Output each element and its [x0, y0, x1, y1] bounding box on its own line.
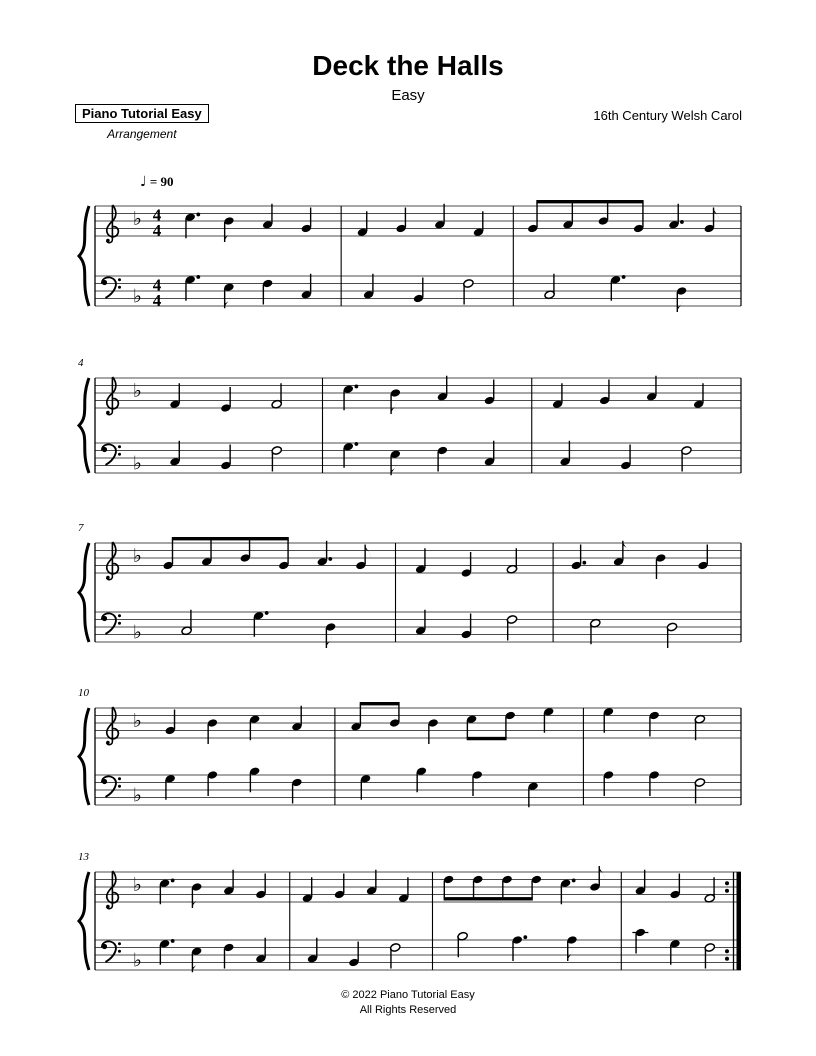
tempo-value: = 90 [149, 174, 174, 189]
svg-text:13: 13 [78, 851, 89, 863]
page-subtitle: Easy [391, 87, 425, 104]
measure [552, 376, 704, 472]
measure [603, 707, 706, 803]
svg-text:4: 4 [152, 220, 162, 240]
bass-clef-icon [102, 277, 121, 298]
eighth-flag [714, 208, 720, 222]
system-2 [78, 357, 741, 475]
measure [350, 702, 554, 807]
eighth-flag [326, 635, 332, 649]
eighth-flag [568, 948, 574, 962]
svg-text:4: 4 [78, 357, 84, 369]
copyright-footer [0, 988, 816, 1018]
beam [360, 702, 400, 705]
measure [185, 204, 312, 309]
measure [443, 866, 605, 961]
system-5 [78, 851, 741, 972]
system-3 [78, 522, 741, 648]
bass-clef-icon [102, 776, 121, 797]
svg-text:4: 4 [152, 275, 162, 295]
svg-text:♭: ♭ [133, 621, 142, 644]
svg-text:♭: ♭ [133, 545, 142, 567]
system-1 [79, 200, 741, 312]
rights-line: All Rights Reserved [359, 1003, 457, 1016]
measure [165, 706, 303, 804]
system-brace [79, 708, 89, 805]
beam [536, 200, 643, 203]
system-brace [79, 378, 89, 473]
svg-text:10: 10 [78, 687, 89, 699]
measure [357, 204, 484, 305]
bass-clef-icon [102, 444, 121, 465]
measure [163, 537, 371, 648]
svg-text:4: 4 [152, 205, 162, 225]
treble-clef-icon [106, 542, 118, 580]
eighth-flag [391, 401, 397, 415]
copyright-line: © 2022 Piano Tutorial Easy [341, 989, 475, 1001]
measure [632, 870, 715, 969]
arrangement-label: Arrangement [107, 127, 177, 141]
svg-text:♭: ♭ [133, 380, 142, 402]
credit-box: Piano Tutorial Easy [75, 104, 209, 123]
eighth-flag [225, 229, 231, 243]
svg-text:♭: ♭ [133, 452, 142, 475]
system-brace [79, 543, 89, 642]
beam [172, 537, 289, 540]
bass-clef-icon [102, 941, 121, 962]
eighth-flag [365, 545, 371, 559]
system-brace [79, 872, 89, 970]
svg-text:4: 4 [152, 290, 162, 310]
svg-text:♭: ♭ [133, 208, 142, 230]
svg-text:7: 7 [78, 522, 84, 534]
svg-text:♭: ♭ [133, 285, 142, 308]
measure [527, 200, 719, 312]
svg-text:♭: ♭ [133, 710, 142, 732]
quarter-note-icon: ♩ [140, 174, 147, 190]
measure [571, 541, 709, 648]
treble-clef-icon [106, 377, 118, 415]
eighth-flag [599, 866, 605, 880]
measure [343, 376, 495, 476]
composer-credit: 16th Century Welsh Carol [593, 108, 742, 123]
eighth-flag [192, 895, 198, 909]
bass-clef-icon [102, 613, 121, 634]
beam [467, 737, 507, 740]
treble-clef-icon [106, 707, 118, 745]
svg-text:♭: ♭ [133, 784, 142, 807]
system-brace [79, 206, 89, 306]
svg-text:♭: ♭ [133, 874, 142, 896]
beam [444, 897, 533, 900]
system-4 [78, 687, 741, 807]
treble-clef-icon [106, 205, 118, 243]
measure [302, 870, 409, 969]
svg-text:♭: ♭ [133, 949, 142, 972]
page-title: Deck the Halls [312, 50, 504, 81]
eighth-flag [677, 299, 683, 313]
measure [159, 870, 266, 973]
treble-clef-icon [106, 871, 118, 909]
